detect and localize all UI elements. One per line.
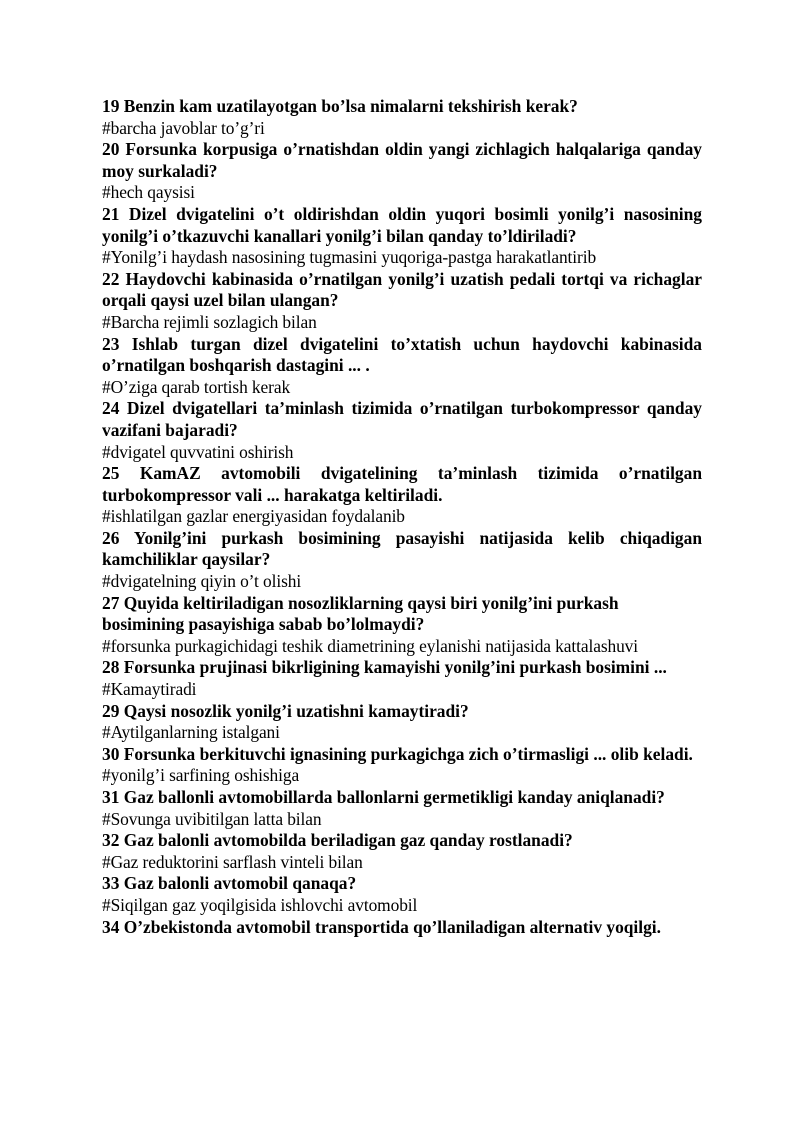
document-page <box>102 96 702 938</box>
question-33: 33 Gaz balonli avtomobil qanaqa? <box>102 873 357 894</box>
question-25: 25 KamAZ avtomobili dvigatelining ta’minlash tizimida o’rnatilgan turbokompressor vali ... harakatga keltiriladi. <box>102 463 702 505</box>
answer-31: #Sovunga uvibitilgan latta bilan <box>102 808 322 829</box>
question-32: 32 Gaz balonli avtomobilda beriladigan gaz qanday rostlanadi? <box>102 830 573 851</box>
answer-28: #Kamaytiradi <box>102 679 197 700</box>
answer-19: #barcha javoblar to’g’ri <box>102 117 265 138</box>
question-26: 26 Yonilg’ini purkash bosimining pasayishi natijasida kelib chiqadigan kamchiliklar qaysilar? <box>102 527 702 570</box>
question-34: 34 O’zbekistonda avtomobil transportida qo’llaniladigan alternativ yoqilgi. <box>102 916 661 937</box>
question-28: 28 Forsunka prujinasi bikrligining kamayishi yonilg’ini purkash bosimini ... <box>102 657 667 678</box>
question-20: 20 Forsunka korpusiga o’rnatishdan oldin yangi zichlagich halqalariga qanday moy surkaladi? <box>102 139 702 181</box>
answer-25: #ishlatilgan gazlar energiyasidan foydalanib <box>102 506 405 527</box>
answer-20: #hech qaysisi <box>102 182 195 203</box>
question-19: 19 Benzin kam uzatilayotgan bo’lsa nimalarni tekshirish kerak? <box>102 96 578 116</box>
question-29: 29 Qaysi nosozlik yonilg’i uzatishni kamaytiradi? <box>102 700 469 721</box>
question-30: 30 Forsunka berkituvchi ignasining purkagichga zich o’tirmasligi ... olib keladi. <box>102 743 693 764</box>
answer-27: #forsunka purkagichidagi teshik diametrining eylanishi natijasida kattalashuvi <box>102 635 639 656</box>
question-24: 24 Dizel dvigatellari ta’minlash tizimida o’rnatilgan turbokompressor qanday vazifani bajaradi? <box>102 398 702 440</box>
question-22: 22 Haydovchi kabinasida o’rnatilgan yonilg’i uzatish pedali tortqi va richaglar orqali qaysi uzel bilan ulangan? <box>102 268 702 311</box>
answer-26: #dvigatelning qiyin o’t olishi <box>102 571 302 592</box>
question-31: 31 Gaz ballonli avtomobillarda ballonlarni germetikligi kanday aniqlanadi? <box>102 787 665 807</box>
question-21: 21 Dizel dvigatelini o’t oldirishdan oldin yuqori bosimli yonilg’i nasosining yonilg’i o’tkazuvchi kanallari yonilg’i bilan qanday to’ldiriladi? <box>102 203 702 246</box>
answer-22: #Barcha rejimli sozlagich bilan <box>102 311 317 332</box>
answer-30: #yonilg’i sarfining oshishiga <box>102 765 300 786</box>
answer-29: #Aytilganlarning istalgani <box>102 722 280 743</box>
answer-21: #Yonilg’i haydash nasosining tugmasini yuqoriga-pastga harakatlantirib <box>102 247 597 268</box>
answer-32: #Gaz reduktorini sarflash vinteli bilan <box>102 851 363 872</box>
question-23: 23 Ishlab turgan dizel dvigatelini to’xtatish uchun haydovchi kabinasida o’rnatilgan boshqarish dastagini ... . <box>102 333 702 376</box>
question-27: 27 Quyida keltiriladigan nosozliklarning qaysi biri yonilg’ini purkash bosimining pasayishiga sabab bo’lolmaydi? <box>102 592 619 635</box>
answer-24: #dvigatel quvvatini oshirish <box>102 441 294 462</box>
answer-23: #O’ziga qarab tortish kerak <box>102 376 291 397</box>
answer-33: #Siqilgan gaz yoqilgisida ishlovchi avtomobil <box>102 894 418 915</box>
